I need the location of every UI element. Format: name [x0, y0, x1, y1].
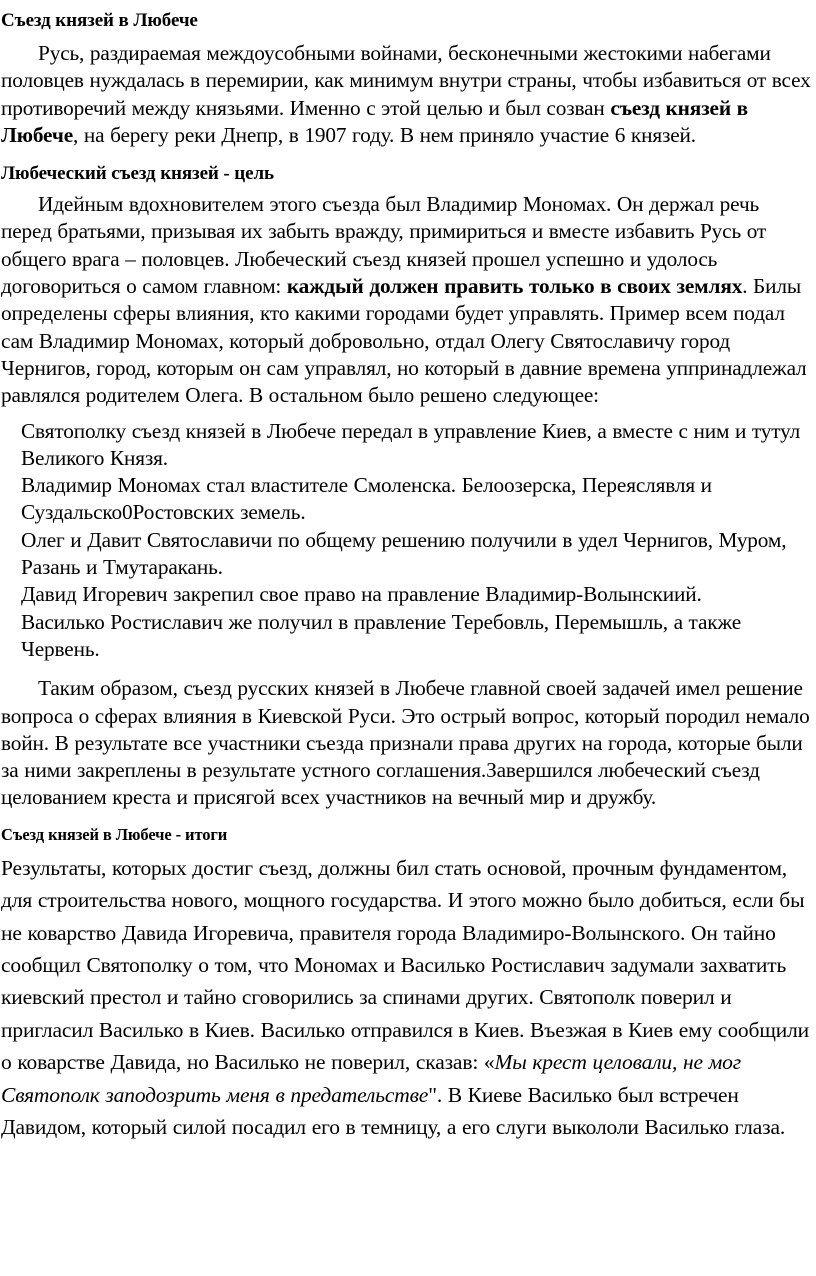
results-quote: Мы крест целовали, не мог Святополк заподозрить меня в предательстве: [1, 1050, 742, 1107]
intro-bold-text: съезд князей в Любече: [1, 95, 748, 147]
list-item: Святополку съезд князей в Любече передал в управление Киев, а вместе с ним и тутул Великого Князя.: [21, 418, 801, 470]
results-heading: Съезд князей в Любече - итоги: [1, 824, 228, 844]
goal-paragraph: [1, 191, 814, 409]
intro-paragraph: [1, 40, 814, 149]
intro-text-2: , на берегу реки Днепр, в 1907 году. В нем приняло участие 6 князей.: [73, 122, 696, 147]
goal-text-2: . Билы определены сферы влияния, кто какими городами будет управлять. Пример всем подал сам Владимир Мономах, который добровольно, отдал Олегу Святославичу город Чернигов, город, которым он сам управлял, но который в давние времена уппринадлежал равлялся родителем Олега. В остальном было решено следующее:: [1, 274, 807, 408]
list-item: Олег и Давит Святославичи по общему решению получили в удел Чернигов, Муром, Разань и Тмутаракань.: [21, 527, 787, 580]
document-title: Съезд князей в Любече: [1, 10, 198, 31]
intro-text-1: Русь, раздираемая междоусобными войнами, бесконечными жестокими набегами половцев нуждалась в перемирии, как минимум внутри страны, чтобы избавиться от всех противоречий между князьями. Именно с этой целью и был созван: [1, 41, 811, 120]
goal-bold-text: каждый должен править только в своих землях: [286, 274, 743, 299]
list-item: Владимир Мономах стал властителе Смоленска. Белоозерска, Переяслявля и Суздальско0Ростовских земель.: [21, 473, 712, 525]
results-paragraph: [1, 852, 814, 1144]
list-item: Давид Игоревич закрепил свое право на правление Владимир-Волынскиий.: [21, 582, 702, 607]
list-item: Василько Ростиславич же получил в правление Теребовль, Перемышль, а также Червень.: [21, 609, 742, 661]
goal-text-1: Идейным вдохновителем этого съезда был Владимир Мономах. Он держал речь перед братьями, призывая их забыть вражду, примириться и вместе избавить Русь от общего врага – половцев. Любеческий съезд князей прошел успешно и удолось договориться о самом главном:: [1, 192, 767, 299]
conclusion-paragraph: Таким образом, съезд русских князей в Любече главной своей задачей имел решение вопроса о сферах влияния в Киевской Руси. Это острый вопрос, который породил немало войн. В результате все участники съезда признали права других на города, которые были за ними закреплены в результате устного соглашения.Завершился любеческий съезд целованием креста и присягой всех участников на вечный мир и дружбу.: [1, 676, 810, 810]
results-text-1: Результаты, которых достиг съезд, должны бил стать основой, прочным фундаментом, для строительства нового, мощного государства. И этого можно было добиться, если бы не коварство Давида Игоревича, правителя города Владимиро-Волынского. Он тайно сообщил Святополку о том, что Мономах и Василько Ростиславич задумали захватить киевский престол и тайно сговорились за спинами других. Святополк поверил и пригласил Василько в Киев. Василько отправился в Киев. Въезжая в Киев ему сообщили о коварстве Давида, но Василько не поверил, сказав: «: [1, 855, 810, 1075]
results-text-2: ". В Киеве Василько был встречен Давидом, который силой посадил его в темницу, а его слуги выкололи Василько глаза.: [1, 1082, 786, 1139]
decisions-list: [1, 418, 814, 664]
goal-heading: Любеческий съезд князей - цель: [1, 163, 274, 185]
